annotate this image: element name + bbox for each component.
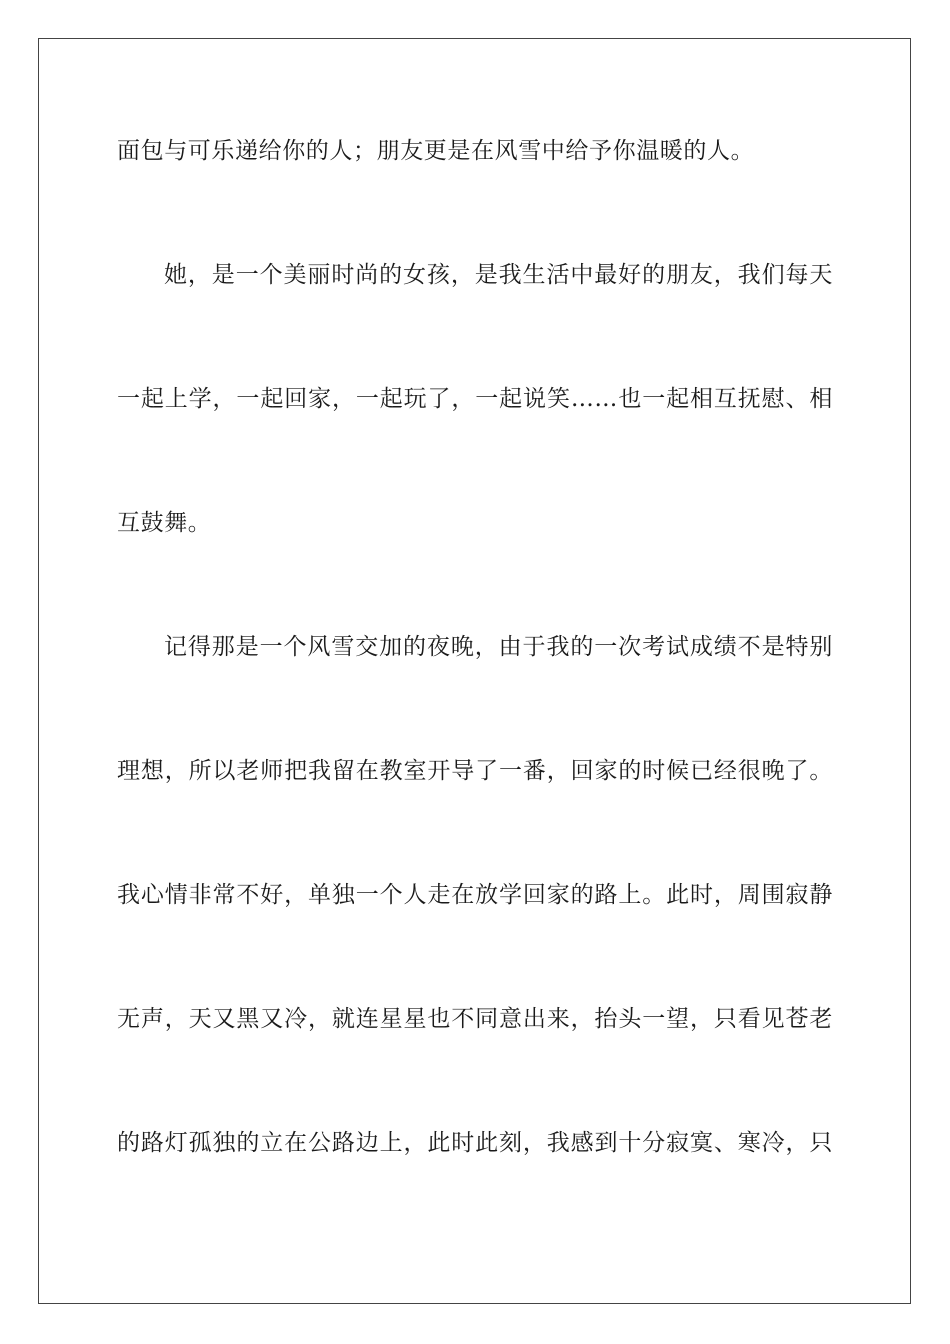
page-border (38, 38, 911, 1304)
text-line-6: 理想，所以老师把我留在教室开导了一番，回家的时候已经很晚了。 (117, 758, 833, 784)
text-line-7: 我心情非常不好，单独一个人走在放学回家的路上。此时，周围寂静 (117, 882, 833, 908)
text-line-4: 互鼓舞。 (117, 510, 212, 536)
text-line-1: 面包与可乐递给你的人；朋友更是在风雪中给予你温暖的人。 (117, 138, 755, 164)
text-line-2: 她，是一个美丽时尚的女孩，是我生活中最好的朋友，我们每天 (164, 262, 833, 288)
text-line-8: 无声，天又黑又冷，就连星星也不同意出来，抬头一望，只看见苍老 (117, 1006, 833, 1032)
text-line-3: 一起上学，一起回家，一起玩了，一起说笑……也一起相互抚慰、相 (117, 386, 833, 412)
text-line-9: 的路灯孤独的立在公路边上，此时此刻，我感到十分寂寞、寒冷，只 (117, 1130, 833, 1156)
text-line-5: 记得那是一个风雪交加的夜晚，由于我的一次考试成绩不是特别 (164, 634, 833, 660)
